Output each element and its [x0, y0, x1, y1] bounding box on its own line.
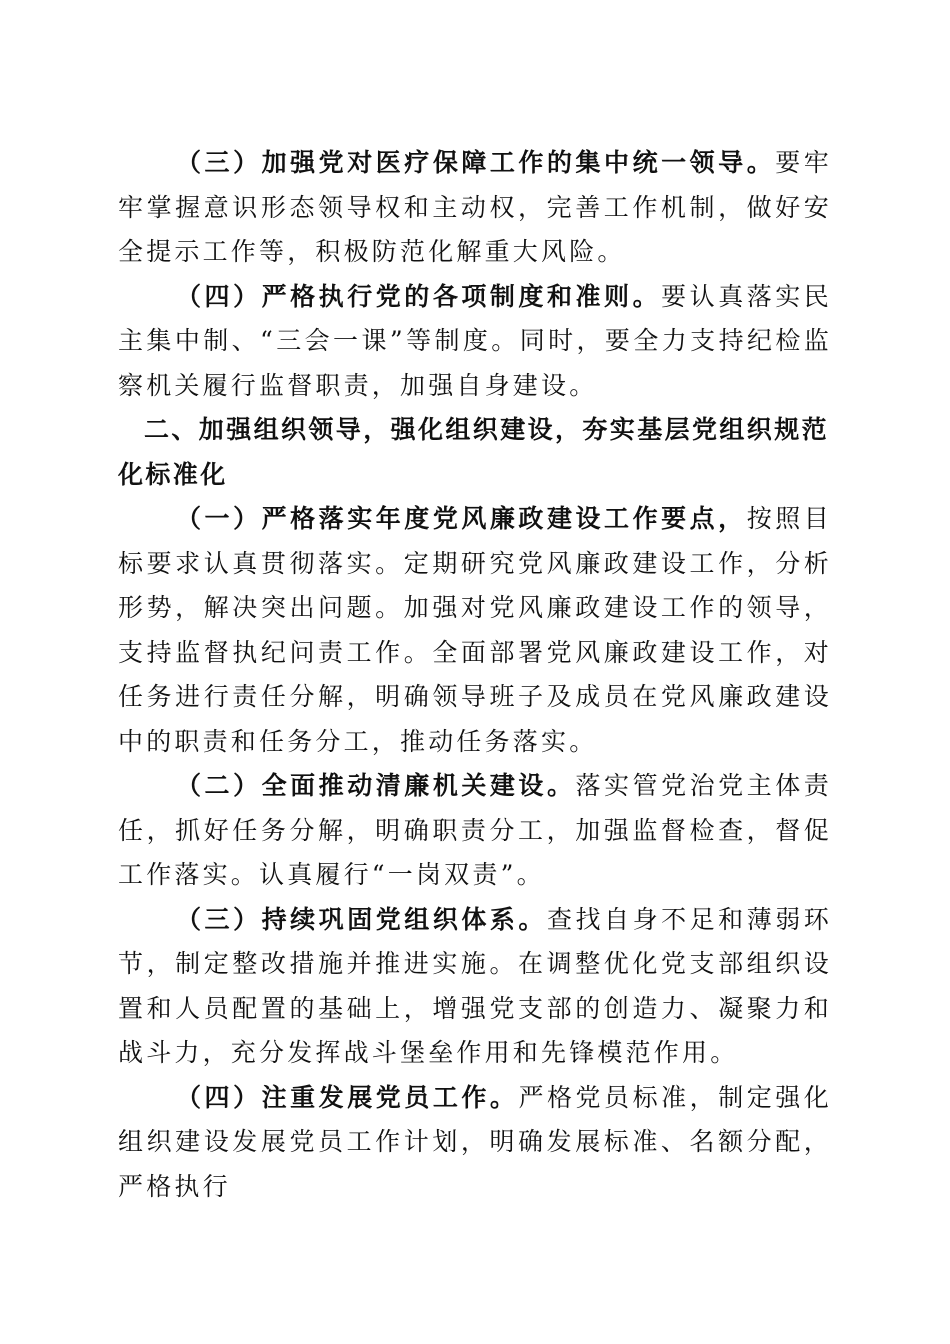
paragraph-item-4: [118, 275, 832, 409]
paragraph-lead: （四）严格执行党的各项制度和准则。: [176, 281, 662, 311]
document-body: [118, 141, 832, 1209]
paragraph-text: 严格党员标准，制定强化组织建设发展党员工作计划，明确发展标准、名额分配，严格执行: [118, 1082, 832, 1201]
paragraph-text: 落实管党治党主体责任，抓好任务分解，明确职责分工，加强监督检查，督促工作落实。认真履行“一岗双责”。: [118, 771, 832, 889]
paragraph-text: 查找自身不足和薄弱环节，制定整改措施并推进实施。在调整优化党支部组织设置和人员配置的基础上，增强党支部的创造力、凝聚力和战斗力，充分发挥战斗堡垒作用和先锋模范作用。: [118, 904, 832, 1067]
section-paragraph-4: [118, 1076, 832, 1210]
paragraph-lead: （三）持续巩固党组织体系。: [176, 904, 547, 934]
section-paragraph-3: [118, 898, 832, 1076]
paragraph-lead: （二）全面推动清廉机关建设。: [176, 771, 576, 800]
paragraph-item-3: [118, 141, 832, 275]
paragraph-lead: （一）严格落实年度党风廉政建设工作要点，: [176, 504, 747, 533]
section-paragraph-1: [118, 497, 832, 764]
paragraph-lead: （四）注重发展党员工作。: [176, 1082, 519, 1112]
paragraph-text: 要认真落实民主集中制、“三会一课”等制度。同时，要全力支持纪检监察机关履行监督职责，加强自身建设。: [118, 281, 833, 400]
paragraph-lead: （三）加强党对医疗保障工作的集中统一领导。: [176, 148, 776, 177]
paragraph-text: 按照目标要求认真贯彻落实。定期研究党风廉政建设工作，分析形势，解决突出问题。加强对党风廉政建设工作的领导，支持监督执纪问责工作。全面部署党风廉政建设工作，对任务进行责任分解，明确领导班子及成员在党风廉政建设中的职责和任务分工，推动任务落实。: [118, 504, 832, 756]
section-heading: 二、加强组织领导，强化组织建设，夯实基层党组织规范化标准化: [118, 415, 830, 489]
paragraph-text: 要牢牢掌握意识形态领导权和主动权，完善工作机制，做好安全提示工作等，积极防范化解重大风险。: [118, 148, 833, 266]
section-paragraph-2: [118, 764, 832, 898]
